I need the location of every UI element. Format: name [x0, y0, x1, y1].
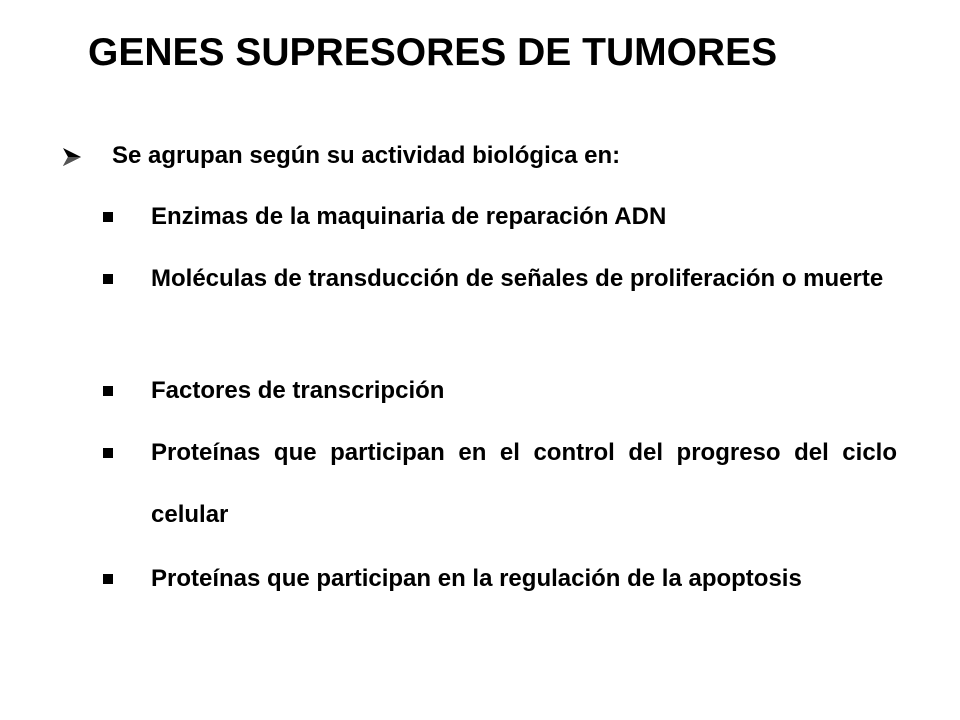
list-item	[103, 248, 897, 310]
slide-title: GENES SUPRESORES DE TUMORES	[88, 31, 778, 74]
list-item	[103, 360, 897, 422]
list-item	[103, 422, 897, 546]
square-bullet-icon	[103, 274, 113, 284]
arrow-bullet-icon	[62, 147, 82, 167]
square-bullet-icon	[103, 574, 113, 584]
square-bullet-icon	[103, 386, 113, 396]
list-item-text: Enzimas de la maquinaria de reparación ADN	[151, 203, 667, 230]
list-item	[103, 186, 897, 248]
square-bullet-icon	[103, 212, 113, 222]
intro-text: Se agrupan según su actividad biológica en:	[112, 142, 621, 169]
list-item-text: Moléculas de transducción de señales de proliferación o muerte	[151, 265, 884, 292]
list-item-text: Proteínas que participan en la regulación de la apoptosis	[151, 565, 802, 592]
list-item-text: Proteínas que participan en el control del progreso del ciclo celular	[151, 439, 897, 528]
square-bullet-icon	[103, 448, 113, 458]
list-item	[103, 548, 897, 610]
list-item-text: Factores de transcripción	[151, 377, 445, 404]
